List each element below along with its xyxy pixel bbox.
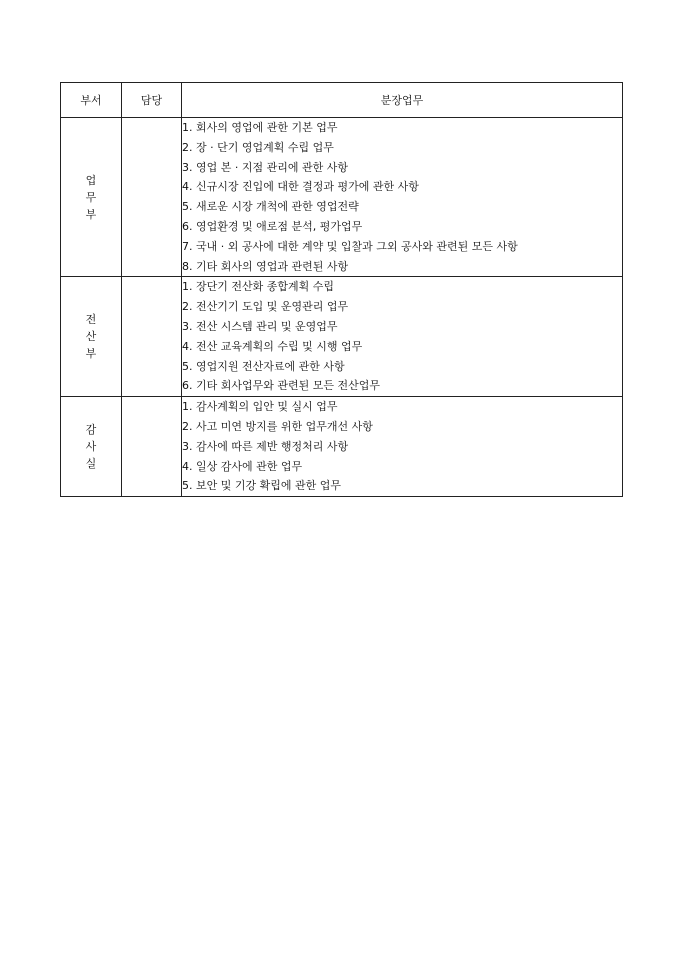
- task-item: 5. 보안 및 기강 확립에 관한 업무: [182, 479, 341, 493]
- task-item: 1. 장단기 전산화 종합계획 수립: [182, 280, 334, 294]
- task-item: 2. 사고 미연 방지를 위한 업무개선 사항: [182, 419, 373, 433]
- table-row: [61, 118, 623, 277]
- task-item: 1. 감사계획의 입안 및 실시 업무: [182, 400, 338, 414]
- header-owner: 담당: [122, 83, 182, 118]
- dept-char: 업: [85, 173, 97, 187]
- dept-char: 무: [85, 190, 97, 204]
- tasks-cell: [182, 397, 623, 497]
- dept-char: 산: [85, 330, 97, 344]
- task-list: [182, 277, 622, 396]
- dept-char: 부: [85, 347, 97, 361]
- task-item: 4. 신규시장 진입에 대한 결정과 평가에 관한 사항: [182, 180, 419, 194]
- task-item: 3. 감사에 따른 제반 행정처리 사항: [182, 439, 349, 453]
- table-row: [61, 277, 623, 397]
- task-item: 3. 전산 시스템 관리 및 운영업무: [182, 319, 338, 333]
- tasks-cell: [182, 277, 623, 397]
- task-item: 2. 장 · 단기 영업계획 수립 업무: [182, 140, 334, 154]
- dept-char: 부: [85, 207, 97, 221]
- task-item: 2. 전산기기 도입 및 운영관리 업무: [182, 300, 349, 314]
- task-list: [182, 397, 622, 496]
- tasks-cell: [182, 118, 623, 277]
- dept-cell: [61, 118, 122, 277]
- header-dept: 부서: [61, 83, 122, 118]
- task-item: 7. 국내 · 외 공사에 대한 계약 및 입찰과 그외 공사와 관련된 모든 사항: [182, 239, 518, 253]
- table-row: [61, 397, 623, 497]
- dept-char: 실: [85, 457, 97, 471]
- task-item: 8. 기타 회사의 영업과 관련된 사항: [182, 259, 349, 273]
- task-item: 5. 영업지원 전산자료에 관한 사항: [182, 359, 345, 373]
- task-item: 4. 일상 감사에 관한 업무: [182, 459, 303, 473]
- task-item: 4. 전산 교육계획의 수립 및 시행 업무: [182, 339, 363, 353]
- header-duties: 분장업무: [182, 83, 623, 118]
- dept-char: 감: [85, 423, 97, 437]
- dept-char: 사: [85, 440, 97, 454]
- owner-cell: [122, 277, 182, 397]
- dept-char: 전: [85, 313, 97, 327]
- dept-cell: [61, 277, 122, 397]
- dept-cell: [61, 397, 122, 497]
- duties-table: [60, 82, 623, 497]
- owner-cell: [122, 118, 182, 277]
- table-header-row: [61, 83, 623, 118]
- task-item: 5. 새로운 시장 개척에 관한 영업전략: [182, 200, 359, 214]
- task-item: 3. 영업 본 · 지점 관리에 관한 사항: [182, 160, 348, 174]
- task-item: 6. 영업환경 및 애로점 분석, 평가업무: [182, 219, 363, 233]
- task-list: [182, 118, 622, 276]
- task-item: 1. 회사의 영업에 관한 기본 업무: [182, 121, 338, 134]
- task-item: 6. 기타 회사업무와 관련된 모든 전산업무: [182, 379, 380, 393]
- owner-cell: [122, 397, 182, 497]
